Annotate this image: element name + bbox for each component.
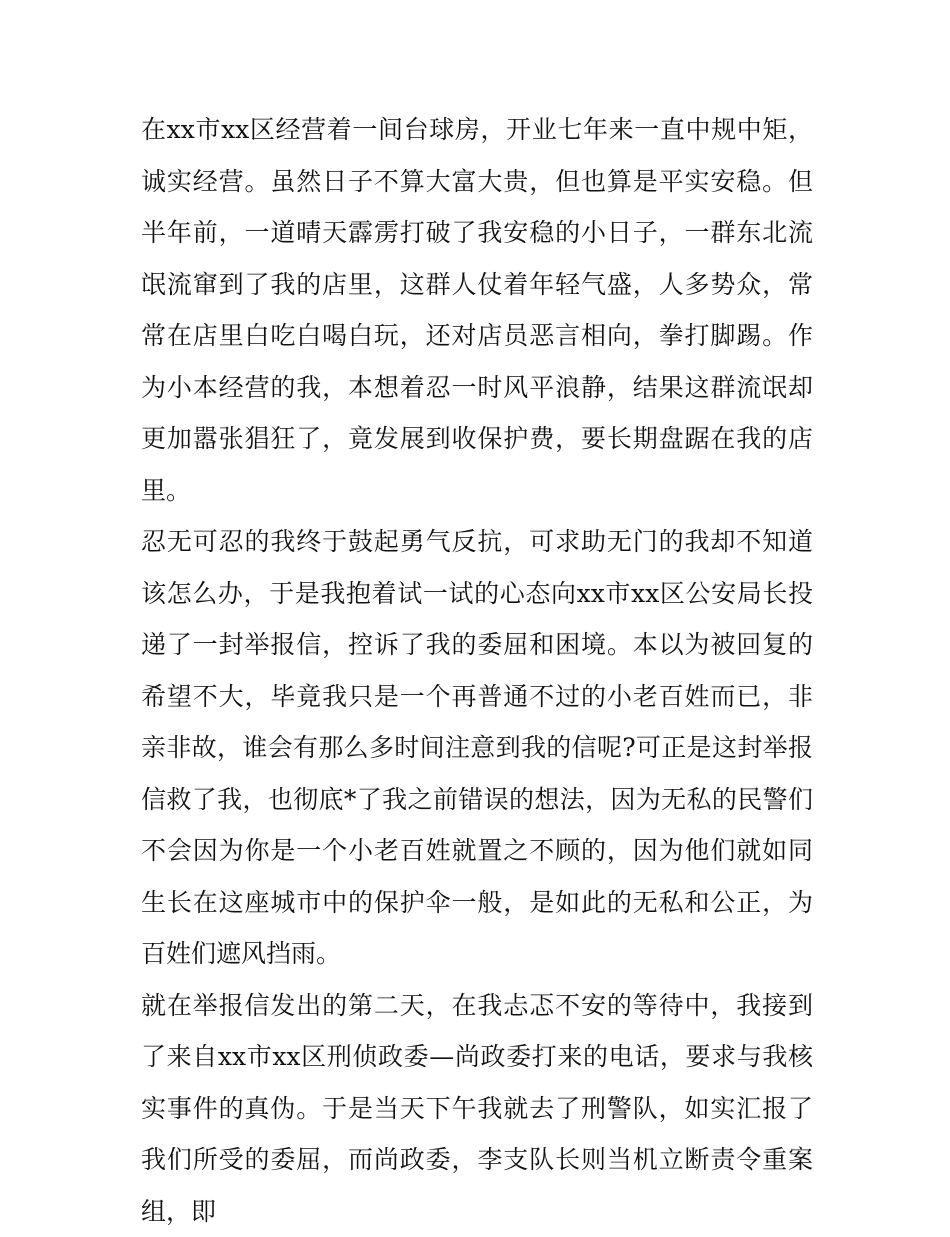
document-body [141,104,813,1237]
paragraph-1: 在xx市xx区经营着一间台球房，开业七年来一直中规中矩，诚实经营。虽然日子不算大富大贵，但也算是平实安稳。但半年前，一道晴天霹雳打破了我安稳的小日子，一群东北流氓流窜到了我的店里，这群人仗着年轻气盛，人多势众，常常在店里白吃白喝白玩，还对店员恶言相向，拳打脚踢。作为小本经营的我，本想着忍一时风平浪静，结果这群流氓却更加嚣张猖狂了，竟发展到收保护费，要长期盘踞在我的店里。 [141,104,813,516]
paragraph-3: 就在举报信发出的第二天，在我忐忑不安的等待中，我接到了来自xx市xx区刑侦政委—尚政委打来的电话，要求与我核实事件的真伪。于是当天下午我就去了刑警队，如实汇报了我们所受的委屈，而尚政委，李支队长则当机立断责令重案组，即 [141,980,813,1237]
paragraph-2: 忍无可忍的我终于鼓起勇气反抗，可求助无门的我却不知道该怎么办，于是我抱着试一试的心态向xx市xx区公安局长投递了一封举报信，控诉了我的委屈和困境。本以为被回复的希望不大，毕竟我只是一个再普通不过的小老百姓而已，非亲非故，谁会有那么多时间注意到我的信呢?可正是这封举报信救了我，也彻底*了我之前错误的想法，因为无私的民警们不会因为你是一个小老百姓就置之不顾的，因为他们就如同生长在这座城市中的保护伞一般，是如此的无私和公正，为百姓们遮风挡雨。 [141,516,813,980]
